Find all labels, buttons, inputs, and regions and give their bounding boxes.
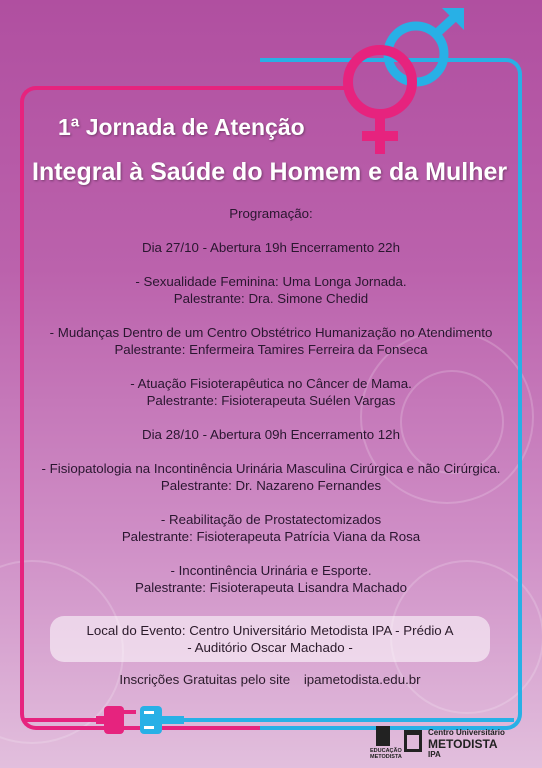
talk-speaker: Palestrante: Dr. Nazareno Fernandes [160,478,382,493]
plug-icon [96,700,140,740]
day1-schedule: Dia 27/10 - Abertura 19h Encerramento 22h [142,240,400,255]
educacao-metodista-text: EDUCAÇÃO METODISTA [370,748,402,760]
talk-speaker: Palestrante: Enfermeira Tamires Ferreira da Fonseca [114,342,428,357]
talk-title: - Reabilitação de Prostatectomizados [160,512,382,527]
talk-title: - Sexualidade Feminina: Uma Longa Jornada. [135,274,407,289]
logos [370,724,530,764]
program-heading: Programação: [229,206,313,221]
pink-frame-bottom [24,718,100,722]
female-symbol-icon [336,38,426,158]
talk-title: - Incontinência Urinária e Esporte. [170,563,372,578]
talk-speaker: Palestrante: Fisioterapeuta Lisandra Machado [134,580,407,595]
program [30,205,512,596]
venue-line-1: Local do Evento: Centro Universitário Metodista IPA - Prédio A [86,623,454,638]
title-line-1: 1ª Jornada de Atenção [58,114,305,140]
day2-schedule: Dia 28/10 - Abertura 09h Encerramento 12h [142,427,400,442]
talk-title: - Fisiopatologia na Incontinência Urinária Masculina Cirúrgica e não Cirúrgica. [41,461,501,476]
venue-box [50,616,490,662]
logo-centro-universitario: Centro Universitário [428,728,505,737]
registration-site-link[interactable]: ipametodista.edu.br [303,672,421,687]
logo-ipa: IPA [428,750,441,759]
educacao-metodista-logo [376,726,390,746]
logo-metodista: METODISTA [428,737,498,751]
blue-frame-bottom [180,718,514,722]
talk-speaker: Palestrante: Fisioterapeuta Suélen Vargas [146,393,396,408]
talk-title: - Mudanças Dentro de um Centro Obstétrico Humanização no Atendimento [49,325,493,340]
registration [60,672,480,687]
ipa-logo [404,730,422,752]
venue-line-2: - Auditório Oscar Machado - [187,640,353,655]
registration-label: Inscrições Gratuitas pelo site [119,672,291,687]
socket-icon [140,700,184,740]
talk-speaker: Palestrante: Dra. Simone Chedid [173,291,369,306]
talk-title: - Atuação Fisioterapêutica no Câncer de Mama. [130,376,412,391]
title-line-2: Integral à Saúde do Homem e da Mulher [32,158,508,186]
talk-speaker: Palestrante: Fisioterapeuta Patrícia Viana da Rosa [121,529,421,544]
